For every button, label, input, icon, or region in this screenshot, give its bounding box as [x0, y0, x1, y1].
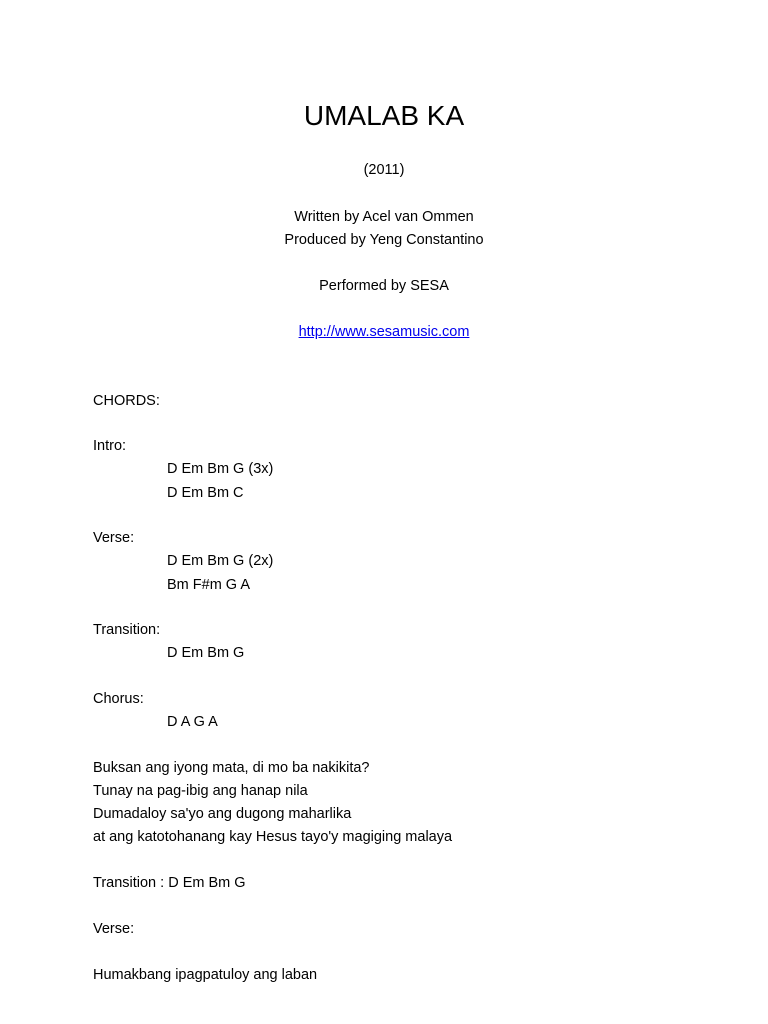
verse-label: Verse:: [93, 530, 135, 546]
lyric-line: at ang katotohanang kay Hesus tayo'y magiging malaya: [93, 829, 453, 845]
lyric-line: Dumadaloy sa'yo ang dugong maharlika: [93, 806, 352, 822]
verse-label-lyrics: Verse:: [93, 921, 135, 937]
song-year: (2011): [363, 162, 405, 178]
verse-chord-line: D Em Bm G (2x): [167, 553, 274, 569]
intro-chord-line: D Em Bm C: [167, 485, 244, 501]
chorus-label: Chorus:: [93, 691, 144, 707]
website-link-row: [0, 322, 768, 342]
lyric-line: Tunay na pag-ibig ang hanap nila: [93, 783, 308, 799]
song-title: UMALAB KA: [303, 100, 465, 131]
website-link[interactable]: http://www.sesamusic.com: [298, 324, 470, 340]
lyric-line: Buksan ang iyong mata, di mo ba nakikita?: [93, 760, 370, 776]
written-by: Written by Acel van Ommen: [294, 209, 474, 225]
chords-heading: CHORDS:: [93, 393, 160, 409]
performed-by: Performed by SESA: [319, 278, 449, 294]
transition-chord-line: D Em Bm G: [167, 645, 245, 661]
verse-chord-line: Bm F#m G A: [167, 577, 250, 593]
lyric-line: Humakbang ipagpatuloy ang laban: [93, 967, 318, 983]
transition-label: Transition:: [93, 622, 161, 638]
transition-line: Transition : D Em Bm G: [93, 875, 246, 891]
intro-chord-line: D Em Bm G (3x): [167, 461, 274, 477]
produced-by: Produced by Yeng Constantino: [284, 232, 484, 248]
intro-label: Intro:: [93, 438, 127, 454]
chorus-chord-line: D A G A: [167, 714, 218, 730]
